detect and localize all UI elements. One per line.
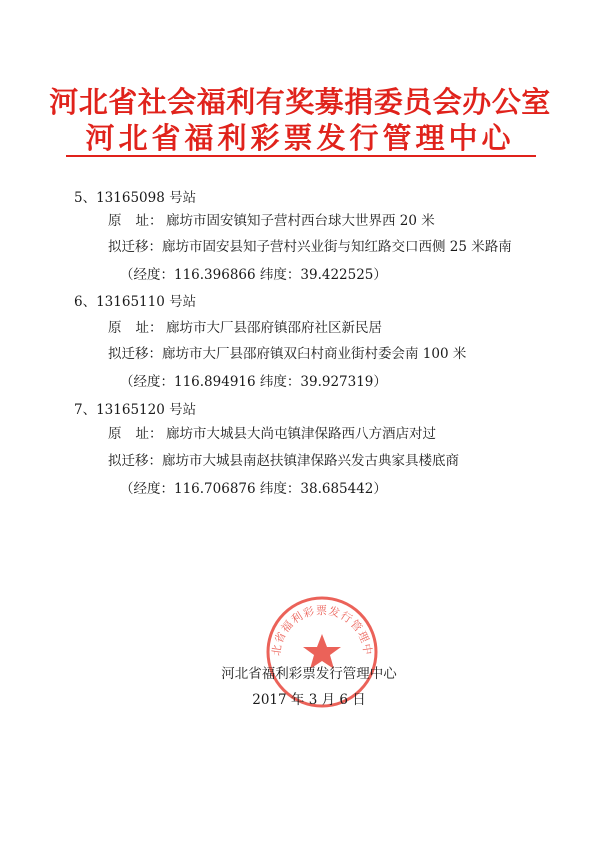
latitude-label: 纬度： — [259, 374, 301, 390]
longitude-value: 116.396866 — [174, 267, 256, 283]
signature-org: 河北省福利彩票发行管理中心 — [221, 666, 397, 682]
longitude-label: （经度： — [120, 374, 174, 390]
original-address-label: 原 址： — [108, 426, 163, 442]
station-heading: 5、13165098 号站 — [74, 190, 197, 206]
proposed-address-value: 廊坊市固安县知子营村兴业街与知红路交口西侧 25 米路南 — [162, 239, 512, 255]
latitude-value: 38.685442 — [300, 481, 374, 497]
proposed-address-value: 廊坊市大城县南赵扶镇津保路兴发古典家具楼底商 — [162, 453, 459, 469]
header-divider — [66, 155, 536, 157]
issuer-title-line-1: 河北省社会福利有奖募捐委员会办公室 — [49, 85, 551, 119]
latitude-label: 纬度： — [259, 267, 301, 283]
longitude-value: 116.894916 — [174, 374, 256, 390]
coordinates-close: ） — [373, 267, 387, 283]
proposed-address-value: 廊坊市大厂县邵府镇双臼村商业街村委会南 100 米 — [162, 346, 467, 362]
original-address-label: 原 址： — [108, 320, 163, 336]
proposed-address-label: 拟迁移： — [108, 239, 162, 255]
proposed-address-label: 拟迁移： — [108, 346, 162, 362]
original-address-row — [108, 319, 382, 337]
longitude-label: （经度： — [120, 481, 174, 497]
coordinates-close: ） — [373, 374, 387, 390]
proposed-address-label: 拟迁移： — [108, 453, 162, 469]
proposed-address-row — [108, 345, 466, 363]
original-address-label: 原 址： — [108, 213, 163, 229]
coordinates-row — [120, 480, 387, 498]
longitude-value: 116.706876 — [174, 481, 256, 497]
seal-text: 北省福利彩票发行管理中 — [269, 604, 375, 657]
issuer-title-line-2: 河北省福利彩票发行管理中心 — [85, 121, 515, 155]
latitude-value: 39.927319 — [300, 374, 374, 390]
original-address-value: 廊坊市大厂县邵府镇邵府社区新民居 — [166, 320, 382, 336]
proposed-address-row — [108, 238, 512, 256]
coordinates-row — [120, 373, 387, 391]
station-heading: 7、13165120 号站 — [74, 402, 197, 418]
document-date: 2017 年 3 月 6 日 — [252, 692, 366, 708]
original-address-row — [108, 425, 436, 443]
coordinates-row — [120, 266, 387, 284]
original-address-value: 廊坊市固安镇知子营村西台球大世界西 20 米 — [166, 213, 435, 229]
latitude-label: 纬度： — [259, 481, 301, 497]
original-address-row — [108, 212, 435, 230]
station-heading: 6、13165110 号站 — [74, 294, 197, 310]
proposed-address-row — [108, 452, 459, 470]
coordinates-close: ） — [373, 481, 387, 497]
latitude-value: 39.422525 — [300, 267, 374, 283]
original-address-value: 廊坊市大城县大尚屯镇津保路西八方酒店对过 — [166, 426, 436, 442]
longitude-label: （经度： — [120, 267, 174, 283]
